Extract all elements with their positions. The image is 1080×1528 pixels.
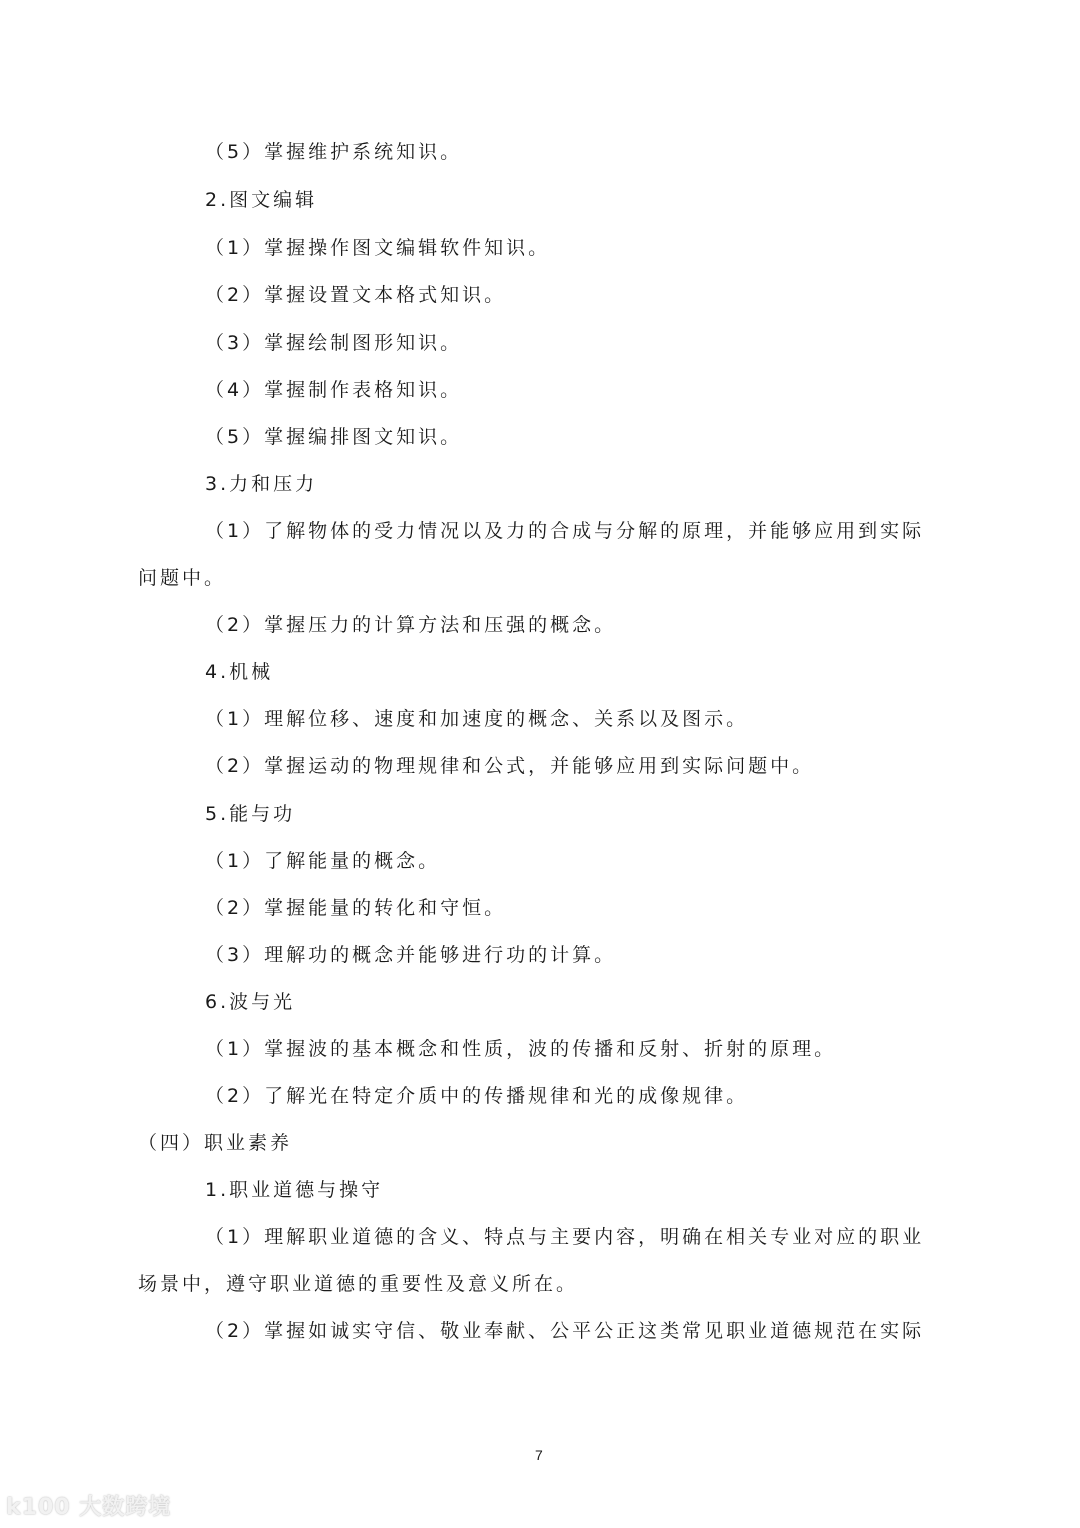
text-line: （1）理解职业道德的含义、特点与主要内容，明确在相关专业对应的职业 [205,1226,925,1248]
text-line: （3）理解功的概念并能够进行功的计算。 [205,944,617,966]
text-line: 场景中，遵守职业道德的重要性及意义所在。 [138,1273,579,1295]
text-line: 6.波与光 [205,991,296,1013]
text-line: （2）掌握如诚实守信、敬业奉献、公平公正这类常见职业道德规范在实际 [205,1320,925,1342]
text-line: 4.机械 [205,661,274,683]
watermark-logo-icon: k100 [6,1495,71,1520]
text-line: （2）掌握压力的计算方法和压强的概念。 [205,614,617,636]
watermark-text: 大数跨境 [79,1495,172,1520]
text-line: （5）掌握编排图文知识。 [205,426,463,448]
text-line: （2）掌握运动的物理规律和公式，并能够应用到实际问题中。 [205,755,815,777]
text-line: （4）掌握制作表格知识。 [205,379,463,401]
text-line: 1.职业道德与操守 [205,1179,384,1201]
watermark [6,1490,171,1521]
text-line: （1）掌握波的基本概念和性质，波的传播和反射、折射的原理。 [205,1038,837,1060]
page-number: 7 [535,1447,543,1463]
text-line: （3）掌握绘制图形知识。 [205,332,463,354]
text-line: （2）了解光在特定介质中的传播规律和光的成像规律。 [205,1085,749,1107]
text-line: （1）掌握操作图文编辑软件知识。 [205,237,551,259]
text-line: 5.能与功 [205,803,296,825]
text-line: （5）掌握维护系统知识。 [205,141,463,163]
text-line: （2）掌握设置文本格式知识。 [205,284,507,306]
text-line: （1）了解物体的受力情况以及力的合成与分解的原理，并能够应用到实际 [205,520,925,542]
text-line: 3.力和压力 [205,473,318,495]
text-line: 2.图文编辑 [205,189,318,211]
text-line: （2）掌握能量的转化和守恒。 [205,897,507,919]
text-line: （1）了解能量的概念。 [205,850,441,872]
text-line: （1）理解位移、速度和加速度的概念、关系以及图示。 [205,708,749,730]
text-line: 问题中。 [138,567,227,589]
text-line: （四）职业素养 [138,1132,293,1154]
